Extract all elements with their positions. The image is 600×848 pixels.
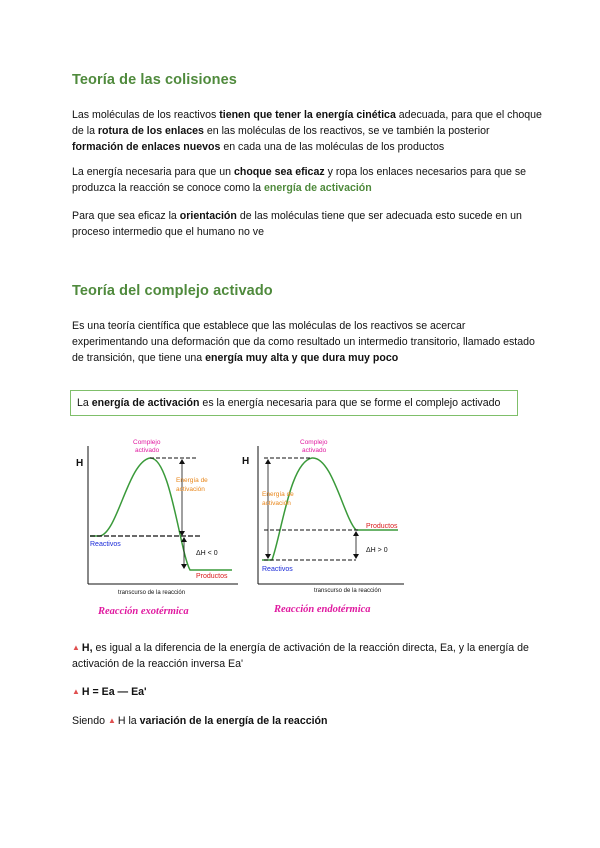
highlight-text: energía de activación	[263, 182, 372, 194]
text: y ropa los enlaces necesarios para que se produzca la reacción se conoce como la	[72, 166, 527, 194]
bold-text: energía muy alta y que dura muy poco	[205, 352, 399, 364]
text: Siendo	[72, 715, 108, 727]
endo-ea-label: Energía de	[262, 491, 294, 498]
endo-energy-curve	[262, 458, 398, 560]
paragraph-colisiones-1	[72, 107, 542, 155]
definition-text	[77, 395, 513, 411]
delta-triangle-icon: ▲	[72, 687, 80, 696]
text: Es una teoría científica que establece que las moléculas de los reactivos se acercar experimentando una deformación que da como resultado un intermedio transitorio, llamado estado de transición, que tiene una	[72, 320, 535, 364]
text: La	[77, 397, 92, 409]
endo-complejo-label: Complejo	[300, 439, 328, 446]
bold-text: formación de enlaces nuevos	[72, 141, 221, 153]
text: adecuada, para que el choque de la	[72, 109, 542, 137]
endo-complejo-label-2: activado	[302, 447, 327, 454]
section-title-colisiones: Teoría de las colisiones	[72, 72, 237, 88]
endo-reactivos-label: Reactivos	[262, 566, 293, 573]
delta-triangle-icon: ▲	[72, 643, 80, 652]
exo-productos-label: Productos	[196, 573, 228, 580]
bold-text: energía de activación	[91, 397, 200, 409]
bold-text: variación de la energía de la reacción	[139, 715, 328, 727]
paragraph-complejo-1	[72, 318, 542, 366]
exo-complejo-label-2: activado	[135, 447, 160, 454]
text: en cada una de las moléculas de los productos	[220, 141, 445, 153]
exo-h-axis-label: H	[76, 458, 84, 469]
exo-reactivos-label: Reactivos	[90, 541, 121, 548]
bold-text: H,	[81, 642, 93, 654]
text: es la energía necesaria para que se forme el complejo activado	[199, 397, 501, 409]
exo-caption: Reacción exotérmica	[98, 606, 189, 617]
bold-text: rotura de los enlaces	[97, 125, 204, 137]
text: Para que sea eficaz la	[72, 210, 180, 222]
endo-delta-h: ΔH > 0	[366, 547, 388, 554]
paragraph-siendo	[72, 713, 542, 729]
text: en las moléculas de los reactivos, se ve también la posterior	[203, 125, 490, 137]
definition-box	[70, 390, 518, 416]
text: Las moléculas de los reactivos	[72, 109, 220, 121]
energy-diagrams	[0, 432, 600, 632]
paragraph-colisiones-3	[72, 208, 542, 240]
bold-text: choque sea eficaz	[233, 166, 325, 178]
endo-productos-label: Productos	[366, 523, 398, 530]
diagram-exothermic	[76, 439, 238, 617]
text: La energía necesaria para que un	[72, 166, 234, 178]
exo-delta-h: ΔH < 0	[196, 550, 218, 557]
section-title-complejo-activado: Teoría del complejo activado	[72, 283, 273, 299]
paragraph-delta-h	[72, 640, 542, 672]
text: H la	[117, 715, 140, 727]
bold-text: tienen que tener la energía cinética	[219, 109, 396, 121]
delta-triangle-icon: ▲	[107, 716, 116, 725]
formula-line	[72, 684, 542, 700]
exo-ea-label: Energía de	[176, 477, 208, 484]
formula-text: H = Ea — Ea'	[81, 686, 147, 698]
exo-ea-label-2: activación	[176, 486, 205, 493]
paragraph-colisiones-2	[72, 164, 542, 196]
text: es igual a la diferencia de la energía de activación de la reacción directa, Ea, y la energía de activación de la reacción inversa Ea'	[72, 642, 529, 670]
endo-ea-label-2: activación	[262, 500, 291, 507]
exo-complejo-label: Complejo	[133, 439, 161, 446]
endo-h-axis-label: H	[242, 456, 250, 467]
endo-x-axis-label: transcurso de la reacción	[314, 588, 382, 594]
text: de las moléculas tiene que ser adecuada esto sucede en un proceso intermedio que el humano no ve	[72, 210, 522, 238]
bold-text: orientación	[179, 210, 237, 222]
endo-caption: Reacción endotérmica	[274, 604, 371, 615]
diagram-endothermic	[242, 439, 404, 615]
exo-x-axis-label: transcurso de la reacción	[118, 590, 186, 596]
